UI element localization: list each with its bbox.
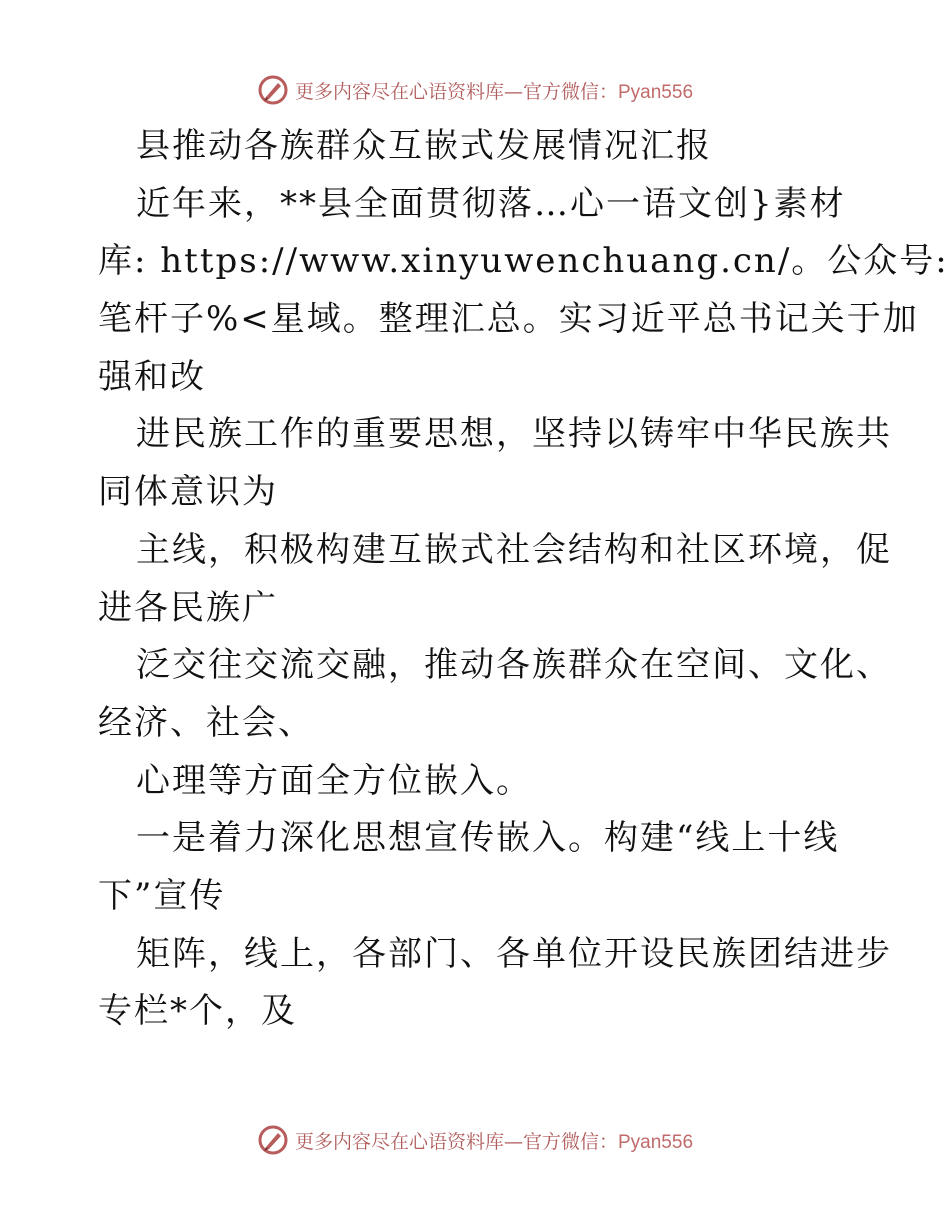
pen-logo-icon [257,74,289,106]
paragraph-line: 强和改 [98,356,206,397]
document-title: 县推动各族群众互嵌式发展情况汇报 [136,126,712,166]
paragraph-line: 专栏*个，及 [98,991,297,1032]
header-banner [0,70,950,110]
paragraph-line: 主线，积极构建互嵌式社会结构和社区环境，促 [136,529,892,570]
paragraph-line: 下”宣传 [98,875,226,916]
paragraph-line: 进各民族广 [98,587,278,628]
banner-text: 更多内容尽在心语资料库—官方微信：Pyan556 [294,1130,694,1153]
pen-logo-icon [257,1124,289,1156]
paragraph-line: 矩阵，线上，各部门、各单位开设民族团结进步 [136,933,892,974]
paragraph-line: 笔杆子%<星域。整理汇总。实习近平总书记关于加 [98,299,919,340]
document-body [98,118,949,1041]
paragraph-line: 进民族工作的重要思想，坚持以铸牢中华民族共 [136,414,892,455]
paragraph-line: 心理等方面全方位嵌入。 [136,760,532,801]
footer-banner [0,1120,950,1160]
paragraph-line: 泛交往交流交融，推动各族群众在空间、文化、 [136,645,892,686]
wechat-id: Pyan556 [618,1131,694,1153]
banner-text: 更多内容尽在心语资料库—官方微信：Pyan556 [294,80,694,103]
wechat-id: Pyan556 [618,81,694,103]
paragraph-line: 经济、社会、 [98,702,314,743]
paragraph-line: 同体意识为 [98,472,278,513]
paragraph-line: 近年来，**县全面贯彻落…心一语文创}素材 [136,183,846,224]
paragraph-line: 一是着力深化思想宣传嵌入。构建“线上十线 [136,818,840,859]
paragraph-line: 库: https://www.xinyuwenchuang.cn/。公众号: [98,241,949,282]
